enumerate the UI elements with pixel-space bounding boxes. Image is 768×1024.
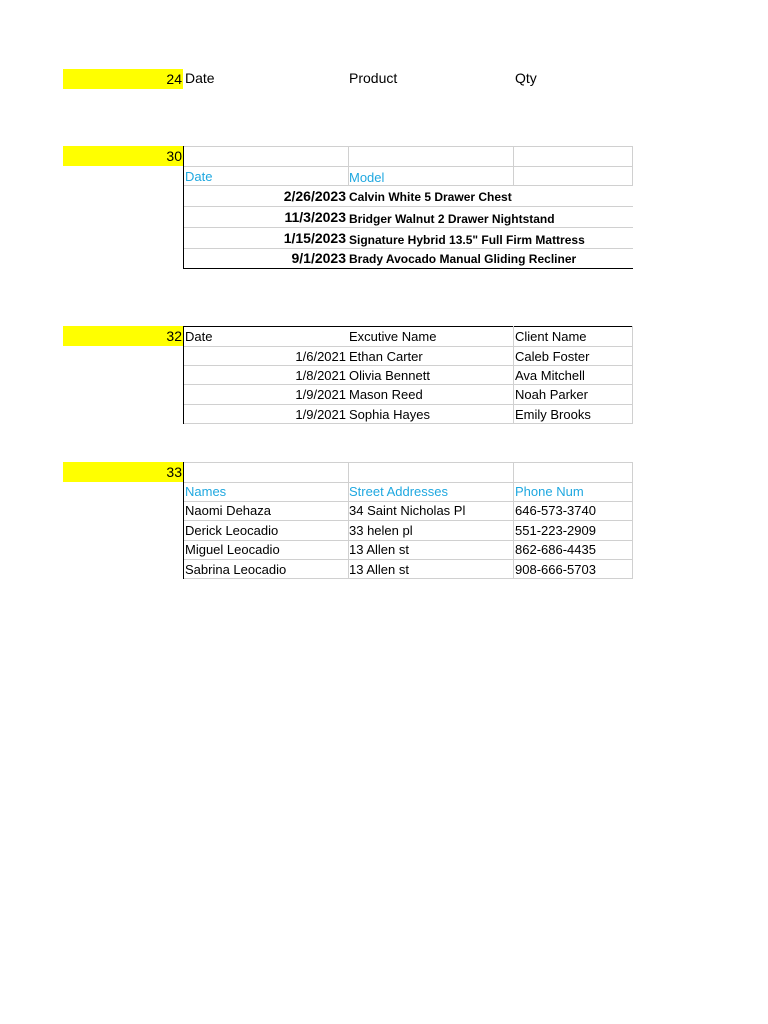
model-row-date: 1/15/2023 [283, 230, 346, 246]
executive-row-name: Ethan Carter [349, 349, 423, 364]
address-row-street: 33 helen pl [349, 523, 413, 538]
address-row-name: Sabrina Leocadio [185, 562, 287, 577]
executive-row-client: Caleb Foster [515, 349, 590, 364]
executive-row-name: Olivia Bennett [349, 368, 430, 383]
header-date: Date [185, 70, 215, 86]
model-row-date: 2/26/2023 [283, 188, 346, 204]
model-row-date: 9/1/2023 [291, 250, 346, 266]
row-number-30: 30 [63, 146, 183, 166]
col-executive-header: Excutive Name [349, 329, 437, 344]
address-row-street: 13 Allen st [349, 562, 409, 577]
model-row-name: Calvin White 5 Drawer Chest [349, 190, 512, 204]
address-row-street: 34 Saint Nicholas Pl [349, 503, 466, 518]
col-street-header: Street Addresses [349, 484, 448, 499]
col-names-header: Names [185, 484, 227, 499]
address-row-name: Miguel Leocadio [185, 542, 280, 557]
executive-row-client: Ava Mitchell [515, 368, 585, 383]
header-product: Product [349, 70, 398, 86]
col-date-header: Date [185, 329, 213, 344]
address-row-name: Naomi Dehaza [185, 503, 271, 518]
executive-row-date: 1/6/2021 [295, 349, 346, 364]
model-row-name: Bridger Walnut 2 Drawer Nightstand [349, 212, 555, 226]
row-number-24: 24 [63, 69, 183, 89]
model-row-name: Signature Hybrid 13.5" Full Firm Mattress [349, 233, 585, 247]
executive-row-client: Noah Parker [515, 387, 588, 402]
address-row-phone: 646-573-3740 [515, 503, 596, 518]
col-client-header: Client Name [515, 329, 587, 344]
executive-row-date: 1/9/2021 [295, 387, 346, 402]
executive-row-client: Emily Brooks [515, 407, 591, 422]
model-row-name: Brady Avocado Manual Gliding Recliner [349, 252, 577, 266]
address-row-phone: 862-686-4435 [515, 542, 596, 557]
header-qty: Qty [515, 70, 537, 86]
col-date-header: Date [185, 169, 213, 184]
executive-row-name: Mason Reed [349, 387, 423, 402]
address-row-name: Derick Leocadio [185, 523, 279, 538]
address-row-street: 13 Allen st [349, 542, 409, 557]
executive-row-date: 1/8/2021 [295, 368, 346, 383]
col-phone-header: Phone Num [515, 484, 584, 499]
address-row-phone: 551-223-2909 [515, 523, 596, 538]
executive-row-name: Sophia Hayes [349, 407, 430, 422]
executive-row-date: 1/9/2021 [295, 407, 346, 422]
row-number-32: 32 [63, 326, 183, 346]
model-row-date: 11/3/2023 [284, 209, 346, 225]
address-row-phone: 908-666-5703 [515, 562, 596, 577]
col-model-header: Model [349, 170, 385, 185]
row-number-33: 33 [63, 462, 183, 482]
